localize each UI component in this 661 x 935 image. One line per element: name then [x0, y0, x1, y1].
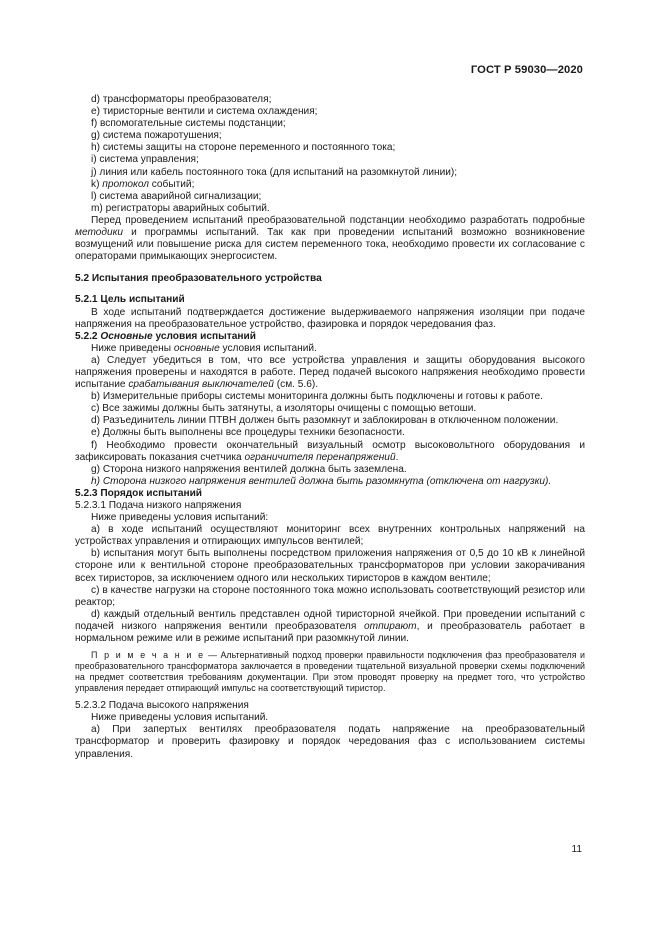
text-em: ограничителя перенапряжений	[244, 451, 396, 463]
text-em: основные	[173, 342, 220, 354]
list-item-em: протокол	[102, 178, 149, 190]
condition-item: b) Измерительные приборы системы мониторинга должны быть подключены и готовы к работе.	[91, 391, 543, 403]
equipment-list	[75, 94, 585, 215]
list-item: i) система управления;	[91, 154, 199, 166]
list-item-suffix: событий;	[148, 178, 195, 190]
note	[75, 650, 585, 694]
intro-paragraph	[75, 215, 585, 263]
paragraph: Ниже приведены условия испытаний.	[91, 712, 269, 724]
list-item-prefix: k)	[91, 178, 103, 190]
list-item: l) система аварийной сигнализации;	[91, 190, 262, 202]
section-heading-5-2-2	[75, 331, 585, 343]
text-run: (см. 5.6).	[273, 379, 319, 391]
condition-item	[75, 609, 585, 645]
list-item: d) трансформаторы преобразователя;	[91, 94, 272, 105]
text-run: Ниже приведены	[91, 342, 174, 354]
section-heading-5-2-3: 5.2.3 Порядок испытаний	[75, 487, 203, 499]
section-heading-5-2-3-2: 5.2.3.2 Подача высокого напряжения	[75, 700, 249, 712]
list-item: g) система пожаротушения;	[91, 130, 222, 142]
text-run: условия испытаний.	[219, 342, 317, 354]
note-text: — Альтернативный подход проверки правильности подключения фаз преобразователя и преобразовательного трансформатора заключается в проведении тщательной визуальной проверки схемы подключений на предмет соответствия требованиям документации. При этом проводят проверку на предмет того, что устройство управления передает отпирающий импульс на соответствующий тиристор.	[75, 650, 585, 694]
condition-item: c) в качестве нагрузки на стороне постоянного тока можно использовать соответствующий резистор или реактор;	[75, 584, 585, 608]
text-run: , и преобразователь работает в нормальном режиме или в режиме испытаний при разомкнутой линии.	[75, 620, 585, 645]
heading-em: Основные	[100, 330, 153, 342]
text-em: методики	[75, 227, 124, 239]
condition-item: e) Должны быть выполнены все процедуры техники безопасности.	[91, 427, 405, 439]
document-header: ГОСТ Р 59030—2020	[470, 64, 583, 76]
list-item: m) регистраторы аварийных событий.	[91, 202, 270, 214]
paragraph	[75, 343, 585, 355]
condition-item: b) испытания могут быть выполнены посредством приложения напряжения от 0,5 до 10 кВ к линейной стороне или к вентильной стороне преобразовательных трансформаторов при условии закорачивания всех тиристоров, за исключением одного или нескольких тиристоров в каждом вентиле;	[75, 548, 585, 584]
condition-item: h) Сторона низкого напряжения вентилей должна быть разомкнута (отключена от нагрузки).	[91, 475, 552, 487]
condition-item: a) в ходе испытаний осуществляют мониторинг всех внутренних контрольных напряжений на устройствах управления и отпирающих импульсов вентилей;	[75, 524, 585, 548]
condition-item: g) Сторона низкого напряжения вентилей должна быть заземлена.	[91, 463, 407, 475]
text-run: .	[395, 451, 399, 463]
list-item: e) тиристорные вентили и система охлаждения;	[91, 106, 318, 118]
list-item	[75, 179, 585, 191]
text-run: f) Необходимо провести окончательный визуальный осмотр высоковольтного оборудования и зафиксировать показания счетчика	[75, 439, 585, 463]
condition-item	[75, 440, 585, 464]
document-body	[75, 94, 585, 761]
list-item: f) вспомогательные системы подстанции;	[91, 118, 286, 130]
text-run: Перед проведением испытаний преобразовательной подстанции необходимо разработать подробные	[91, 214, 585, 226]
condition-item	[75, 355, 585, 391]
section-heading-5-2-3-1: 5.2.3.1 Подача низкого напряжения	[75, 500, 242, 511]
text-run: d) каждый отдельный вентиль представлен одной тиристорной ячейкой. При проведении испытаний с подачей низкого напряжения вентили преобразователя	[75, 608, 585, 632]
heading-rest: условия испытаний	[152, 330, 256, 342]
condition-item: c) Все зажимы должны быть затянуты, а изоляторы очищены с помощью ветоши.	[91, 403, 477, 415]
text-em: отпирают	[364, 620, 417, 632]
text-run: и программы испытаний. Так как при проведении испытаний возможно возникновение возмущений или повышение риска для систем переменного тока, необходимо провести их согласование с операторами примыкающих энергосистем.	[75, 227, 585, 263]
heading-number: 5.2.2	[75, 330, 101, 342]
note-label: П р и м е ч а н и е	[91, 650, 205, 661]
paragraph: В ходе испытаний подтверждается достижение выдерживаемого напряжения изоляции при подаче напряжения на преобразовательное устройство, фазировка и порядок чередования фаз.	[75, 306, 585, 330]
condition-item: d) Разъединитель линии ПТВН должен быть разомкнут и заблокирован в отключенном положении.	[91, 415, 559, 427]
list-item: j) линия или кабель постоянного тока (для испытаний на разомкнутой линии);	[91, 166, 458, 178]
text-em: срабатывания выключателей	[128, 379, 274, 391]
section-heading-5-2: 5.2 Испытания преобразовательного устройства	[75, 273, 322, 285]
condition-item: a) При запертых вентилях преобразователя подать напряжение на преобразовательный трансформатор и проверить фазировку и порядок чередования фаз с использованием системы управления.	[75, 724, 585, 760]
page-number: 11	[571, 844, 582, 855]
section-heading-5-2-1: 5.2.1 Цель испытаний	[75, 294, 185, 306]
list-item: h) системы защиты на стороне переменного и постоянного тока;	[91, 142, 396, 154]
paragraph: Ниже приведены условия испытаний:	[91, 512, 269, 524]
text-run: a) Следует убедиться в том, что все устройства управления и защиты оборудования высокого напряжения проверены и находятся в работе. Перед подачей высокого напряжения необходимо провести испытание	[75, 354, 585, 391]
